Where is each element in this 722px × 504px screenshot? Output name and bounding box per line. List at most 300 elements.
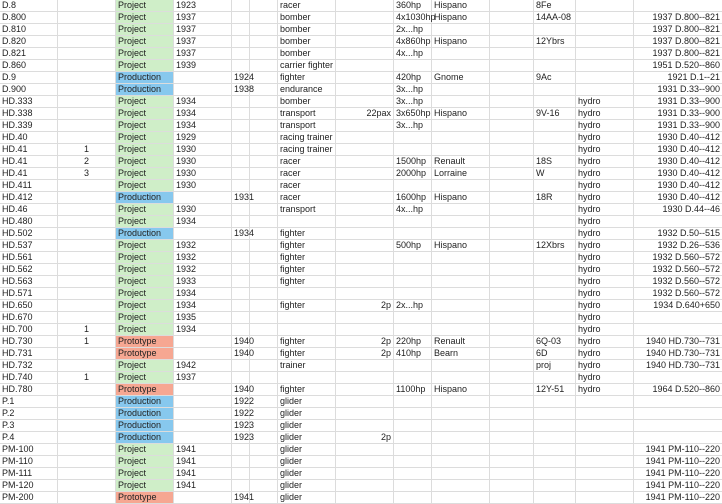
table-cell[interactable] xyxy=(232,324,250,335)
table-cell[interactable]: 1931 D.33--900 xyxy=(657,96,720,106)
table-cell[interactable]: Hispano xyxy=(432,0,490,11)
table-cell[interactable]: 1932 D.560--572 xyxy=(652,264,720,274)
table-cell[interactable]: 1934 xyxy=(234,228,255,238)
table-cell[interactable] xyxy=(534,120,576,131)
table-cell[interactable] xyxy=(394,324,432,335)
table-cell[interactable] xyxy=(432,180,490,191)
table-cell[interactable] xyxy=(576,408,634,419)
table-cell[interactable]: 1930 D.40--412 xyxy=(657,180,720,190)
table-cell[interactable]: trainer xyxy=(278,360,336,371)
status-cell[interactable]: Prototype xyxy=(116,336,174,347)
table-cell[interactable] xyxy=(534,24,576,35)
table-cell[interactable] xyxy=(174,408,232,419)
status-cell[interactable]: Production xyxy=(116,192,174,203)
table-cell[interactable] xyxy=(250,12,278,23)
status-cell[interactable]: Project xyxy=(116,12,174,23)
table-cell[interactable]: 1934 xyxy=(174,96,232,107)
table-cell[interactable]: hydro xyxy=(576,120,634,131)
table-cell[interactable] xyxy=(336,276,394,287)
table-cell[interactable] xyxy=(490,264,534,275)
table-cell[interactable] xyxy=(58,216,116,227)
table-cell[interactable]: 1937 xyxy=(174,48,232,59)
table-cell[interactable] xyxy=(534,420,576,431)
table-cell[interactable]: hydro xyxy=(576,96,634,107)
table-cell[interactable]: glider xyxy=(278,480,336,491)
table-cell[interactable]: 2p xyxy=(336,300,394,311)
table-cell[interactable]: 4x860hp xyxy=(396,36,431,46)
table-cell[interactable] xyxy=(534,432,576,443)
table-cell[interactable] xyxy=(250,348,278,359)
table-cell[interactable] xyxy=(232,288,250,299)
table-cell[interactable] xyxy=(576,36,634,47)
table-cell[interactable]: bomber xyxy=(278,12,336,23)
table-cell[interactable]: 1930 xyxy=(174,168,232,179)
table-cell[interactable]: 3x...hp xyxy=(394,84,432,95)
table-cell[interactable]: 1937 D.800--821 xyxy=(652,24,720,34)
table-cell[interactable]: 1 xyxy=(58,372,116,383)
table-cell[interactable]: 1930 D.40--412 xyxy=(657,132,720,142)
table-cell[interactable] xyxy=(394,444,432,455)
table-cell[interactable]: glider xyxy=(278,444,336,455)
table-cell[interactable] xyxy=(58,396,116,407)
table-cell[interactable] xyxy=(250,300,278,311)
table-cell[interactable] xyxy=(534,492,576,503)
table-cell[interactable]: hydro xyxy=(576,288,634,299)
table-cell[interactable] xyxy=(534,264,576,275)
table-cell[interactable]: 1930 xyxy=(174,156,232,167)
table-cell[interactable] xyxy=(432,48,490,59)
table-cell[interactable] xyxy=(490,276,534,287)
table-cell[interactable] xyxy=(534,84,576,95)
table-cell[interactable] xyxy=(336,120,394,131)
table-cell[interactable]: fighter xyxy=(278,384,336,395)
table-cell[interactable]: fighter xyxy=(278,348,336,359)
table-cell[interactable] xyxy=(490,84,534,95)
table-cell[interactable]: bomber xyxy=(278,24,336,35)
table-cell[interactable] xyxy=(394,180,432,191)
table-cell[interactable] xyxy=(490,144,534,155)
table-cell[interactable]: HD.333 xyxy=(0,96,58,107)
table-cell[interactable] xyxy=(58,480,116,491)
table-cell[interactable]: 1951 D.520--860 xyxy=(652,60,720,70)
status-cell[interactable]: Project xyxy=(116,324,174,335)
table-cell[interactable] xyxy=(250,288,278,299)
table-cell[interactable]: 2p xyxy=(336,336,394,347)
table-cell[interactable] xyxy=(432,144,490,155)
table-cell[interactable]: 4x1030hp xyxy=(396,12,436,22)
table-cell[interactable]: 2p xyxy=(336,348,394,359)
table-cell[interactable] xyxy=(336,12,394,23)
table-cell[interactable]: 1934 D.640+650 xyxy=(653,300,720,310)
status-cell[interactable]: Project xyxy=(116,240,174,251)
table-cell[interactable]: HD.41 xyxy=(0,168,58,179)
table-cell[interactable] xyxy=(576,456,634,467)
table-cell[interactable] xyxy=(394,468,432,479)
table-cell[interactable] xyxy=(58,72,116,83)
table-cell[interactable]: D.8 xyxy=(0,0,58,11)
table-cell[interactable] xyxy=(336,264,394,275)
table-cell[interactable] xyxy=(174,420,232,431)
table-cell[interactable] xyxy=(432,204,490,215)
table-cell[interactable] xyxy=(534,468,576,479)
table-cell[interactable]: 1934 xyxy=(174,216,232,227)
table-cell[interactable] xyxy=(534,372,576,383)
table-cell[interactable] xyxy=(432,432,490,443)
table-cell[interactable] xyxy=(250,132,278,143)
table-cell[interactable]: glider xyxy=(278,432,336,443)
table-cell[interactable] xyxy=(490,132,534,143)
table-cell[interactable] xyxy=(232,312,250,323)
table-cell[interactable] xyxy=(534,216,576,227)
table-cell[interactable]: HD.563 xyxy=(0,276,58,287)
table-cell[interactable]: 360hp xyxy=(394,0,432,11)
table-cell[interactable]: fighter xyxy=(278,276,336,287)
table-cell[interactable]: HD.41 xyxy=(0,156,58,167)
table-cell[interactable]: 1930 D.40--412 xyxy=(657,192,720,202)
table-cell[interactable] xyxy=(576,396,634,407)
table-cell[interactable] xyxy=(576,72,634,83)
table-cell[interactable] xyxy=(336,48,394,59)
status-cell[interactable]: Production xyxy=(116,228,174,239)
table-cell[interactable] xyxy=(534,288,576,299)
table-cell[interactable]: transport xyxy=(278,108,336,119)
status-cell[interactable]: Prototype xyxy=(116,384,174,395)
table-cell[interactable]: hydro xyxy=(576,336,634,347)
table-cell[interactable] xyxy=(58,444,116,455)
table-cell[interactable]: D.900 xyxy=(0,84,58,95)
table-cell[interactable] xyxy=(278,372,336,383)
table-cell[interactable]: HD.502 xyxy=(0,228,58,239)
status-cell[interactable]: Project xyxy=(116,252,174,263)
table-cell[interactable] xyxy=(58,0,116,11)
table-cell[interactable] xyxy=(576,480,634,491)
table-cell[interactable] xyxy=(250,24,278,35)
table-cell[interactable] xyxy=(336,468,394,479)
status-cell[interactable]: Project xyxy=(116,312,174,323)
table-cell[interactable] xyxy=(336,72,394,83)
table-cell[interactable] xyxy=(250,192,278,203)
status-cell[interactable]: Project xyxy=(116,204,174,215)
table-cell[interactable]: 1938 xyxy=(234,84,255,94)
table-cell[interactable] xyxy=(232,168,250,179)
table-cell[interactable]: 2000hp xyxy=(394,168,432,179)
table-cell[interactable]: HD.700 xyxy=(0,324,58,335)
table-cell[interactable]: 1930 D.40--412 xyxy=(657,144,720,154)
table-cell[interactable]: HD.41 xyxy=(0,144,58,155)
table-cell[interactable]: 1934 xyxy=(174,120,232,131)
table-cell[interactable]: Hispano xyxy=(432,108,490,119)
table-cell[interactable] xyxy=(490,96,534,107)
table-cell[interactable] xyxy=(232,120,250,131)
table-cell[interactable]: Lorraine xyxy=(432,168,490,179)
table-cell[interactable]: 1932 D.50--515 xyxy=(657,228,720,238)
table-cell[interactable] xyxy=(490,396,534,407)
table-cell[interactable] xyxy=(394,432,432,443)
table-cell[interactable]: 1941 xyxy=(174,444,232,455)
table-cell[interactable] xyxy=(250,120,278,131)
table-cell[interactable] xyxy=(58,420,116,431)
table-cell[interactable]: 1932 D.26--536 xyxy=(657,240,720,250)
table-cell[interactable]: 1929 xyxy=(174,132,232,143)
table-cell[interactable] xyxy=(250,204,278,215)
table-cell[interactable] xyxy=(232,480,250,491)
table-cell[interactable]: 6D xyxy=(534,348,576,359)
table-cell[interactable]: glider xyxy=(278,420,336,431)
table-cell[interactable] xyxy=(336,36,394,47)
table-cell[interactable] xyxy=(534,252,576,263)
table-cell[interactable] xyxy=(432,444,490,455)
table-cell[interactable] xyxy=(490,480,534,491)
table-cell[interactable]: 1941 PM-110--220 xyxy=(645,480,720,490)
table-cell[interactable] xyxy=(336,204,394,215)
table-cell[interactable]: PM-111 xyxy=(0,468,58,479)
status-cell[interactable]: Project xyxy=(116,180,174,191)
table-cell[interactable] xyxy=(174,384,232,395)
table-cell[interactable] xyxy=(576,0,634,11)
table-cell[interactable]: HD.670 xyxy=(0,312,58,323)
status-cell[interactable]: Prototype xyxy=(116,492,174,503)
table-cell[interactable] xyxy=(232,252,250,263)
table-cell[interactable]: glider xyxy=(278,408,336,419)
table-cell[interactable]: bomber xyxy=(278,36,336,47)
table-cell[interactable] xyxy=(490,192,534,203)
table-cell[interactable] xyxy=(432,276,490,287)
table-cell[interactable]: 3x...hp xyxy=(394,96,432,107)
table-cell[interactable] xyxy=(432,300,490,311)
table-cell[interactable]: fighter xyxy=(278,300,336,311)
table-cell[interactable] xyxy=(174,228,232,239)
table-cell[interactable] xyxy=(336,396,394,407)
table-cell[interactable]: hydro xyxy=(576,264,634,275)
table-cell[interactable]: 1932 D.560--572 xyxy=(652,288,720,298)
table-cell[interactable] xyxy=(250,336,278,347)
table-cell[interactable] xyxy=(634,216,722,227)
table-cell[interactable]: 1941 xyxy=(174,456,232,467)
table-cell[interactable] xyxy=(490,216,534,227)
table-cell[interactable] xyxy=(634,312,722,323)
table-cell[interactable]: hydro xyxy=(576,252,634,263)
table-cell[interactable] xyxy=(634,396,722,407)
table-cell[interactable] xyxy=(58,432,116,443)
table-cell[interactable]: 1935 xyxy=(174,312,232,323)
table-cell[interactable] xyxy=(58,192,116,203)
table-cell[interactable] xyxy=(232,156,250,167)
table-cell[interactable]: HD.537 xyxy=(0,240,58,251)
table-cell[interactable]: 2p xyxy=(336,432,394,443)
table-cell[interactable] xyxy=(232,12,250,23)
table-cell[interactable] xyxy=(394,312,432,323)
table-cell[interactable]: 1934 xyxy=(174,300,232,311)
table-cell[interactable] xyxy=(394,492,432,503)
table-cell[interactable]: racing trainer xyxy=(278,144,336,155)
table-cell[interactable]: HD.571 xyxy=(0,288,58,299)
table-cell[interactable]: HD.339 xyxy=(0,120,58,131)
table-cell[interactable] xyxy=(534,396,576,407)
table-cell[interactable] xyxy=(250,480,278,491)
table-cell[interactable] xyxy=(250,48,278,59)
table-cell[interactable]: hydro xyxy=(576,312,634,323)
table-cell[interactable]: 9V-16 xyxy=(534,108,576,119)
table-cell[interactable]: 1940 xyxy=(234,384,255,394)
table-cell[interactable] xyxy=(534,60,576,71)
table-cell[interactable]: hydro xyxy=(576,180,634,191)
table-cell[interactable]: 1930 xyxy=(174,180,232,191)
table-cell[interactable] xyxy=(336,60,394,71)
table-cell[interactable]: 1937 xyxy=(174,372,232,383)
table-cell[interactable]: D.810 xyxy=(0,24,58,35)
table-cell[interactable]: glider xyxy=(278,456,336,467)
table-cell[interactable]: 1 xyxy=(58,324,116,335)
table-cell[interactable]: Hispano xyxy=(432,36,490,47)
table-cell[interactable] xyxy=(174,72,232,83)
table-cell[interactable] xyxy=(58,132,116,143)
table-cell[interactable]: 1922 xyxy=(234,408,255,418)
table-cell[interactable]: proj xyxy=(534,360,576,371)
table-cell[interactable] xyxy=(534,228,576,239)
table-cell[interactable] xyxy=(432,456,490,467)
table-cell[interactable]: hydro xyxy=(576,360,634,371)
table-cell[interactable] xyxy=(576,468,634,479)
table-cell[interactable]: 1931 D.33--900 xyxy=(657,84,720,94)
table-cell[interactable] xyxy=(490,204,534,215)
table-cell[interactable] xyxy=(58,288,116,299)
table-cell[interactable] xyxy=(232,108,250,119)
table-cell[interactable] xyxy=(58,228,116,239)
table-cell[interactable] xyxy=(394,408,432,419)
table-cell[interactable] xyxy=(58,252,116,263)
table-cell[interactable]: hydro xyxy=(576,300,634,311)
status-cell[interactable]: Project xyxy=(116,48,174,59)
table-cell[interactable] xyxy=(174,84,232,95)
table-cell[interactable]: 1923 xyxy=(234,432,255,442)
table-cell[interactable] xyxy=(490,156,534,167)
table-cell[interactable] xyxy=(250,108,278,119)
table-cell[interactable]: fighter xyxy=(278,252,336,263)
table-cell[interactable]: 3 xyxy=(58,168,116,179)
table-cell[interactable] xyxy=(278,324,336,335)
table-cell[interactable] xyxy=(490,60,534,71)
table-cell[interactable]: 1964 D.520--860 xyxy=(652,384,720,394)
table-cell[interactable]: racing trainer xyxy=(278,132,336,143)
table-cell[interactable] xyxy=(634,324,722,335)
table-cell[interactable] xyxy=(634,372,722,383)
table-cell[interactable] xyxy=(278,216,336,227)
table-cell[interactable]: hydro xyxy=(576,324,634,335)
table-cell[interactable] xyxy=(336,408,394,419)
table-cell[interactable]: 1500hp xyxy=(394,156,432,167)
table-cell[interactable] xyxy=(634,0,722,11)
table-cell[interactable] xyxy=(336,372,394,383)
table-cell[interactable]: 1940 xyxy=(234,348,255,358)
table-cell[interactable] xyxy=(534,132,576,143)
table-cell[interactable] xyxy=(336,132,394,143)
table-cell[interactable]: 1923 xyxy=(234,420,255,430)
status-cell[interactable]: Project xyxy=(116,216,174,227)
table-cell[interactable] xyxy=(394,480,432,491)
table-cell[interactable] xyxy=(250,168,278,179)
table-cell[interactable] xyxy=(432,480,490,491)
table-cell[interactable] xyxy=(58,48,116,59)
table-cell[interactable]: 1934 xyxy=(174,288,232,299)
table-cell[interactable] xyxy=(336,384,394,395)
table-cell[interactable] xyxy=(232,24,250,35)
table-cell[interactable] xyxy=(58,384,116,395)
table-cell[interactable]: hydro xyxy=(576,132,634,143)
status-cell[interactable]: Project xyxy=(116,132,174,143)
table-cell[interactable] xyxy=(534,276,576,287)
table-cell[interactable] xyxy=(232,216,250,227)
table-cell[interactable] xyxy=(534,144,576,155)
table-cell[interactable] xyxy=(232,468,250,479)
table-cell[interactable] xyxy=(250,492,278,503)
status-cell[interactable]: Project xyxy=(116,60,174,71)
status-cell[interactable]: Project xyxy=(116,0,174,11)
table-cell[interactable] xyxy=(394,456,432,467)
table-cell[interactable] xyxy=(250,396,278,407)
table-cell[interactable] xyxy=(432,360,490,371)
table-cell[interactable] xyxy=(232,180,250,191)
table-cell[interactable] xyxy=(534,444,576,455)
table-cell[interactable] xyxy=(58,276,116,287)
table-cell[interactable]: hydro xyxy=(576,276,634,287)
table-cell[interactable]: 2x...hp xyxy=(394,300,432,311)
table-cell[interactable]: 410hp xyxy=(394,348,432,359)
status-cell[interactable]: Production xyxy=(116,396,174,407)
table-cell[interactable] xyxy=(490,228,534,239)
table-cell[interactable]: 9Ac xyxy=(534,72,576,83)
table-cell[interactable] xyxy=(490,312,534,323)
table-cell[interactable] xyxy=(232,132,250,143)
table-cell[interactable] xyxy=(250,60,278,71)
table-cell[interactable]: 3x650hp xyxy=(396,108,431,118)
table-cell[interactable] xyxy=(336,180,394,191)
table-cell[interactable] xyxy=(232,36,250,47)
table-cell[interactable]: 1941 PM-110--220 xyxy=(645,444,720,454)
table-cell[interactable]: 1940 HD.730--731 xyxy=(645,336,720,346)
table-cell[interactable] xyxy=(58,84,116,95)
table-cell[interactable] xyxy=(58,492,116,503)
table-cell[interactable] xyxy=(490,468,534,479)
table-cell[interactable] xyxy=(250,264,278,275)
table-cell[interactable] xyxy=(250,276,278,287)
table-cell[interactable] xyxy=(490,420,534,431)
table-cell[interactable] xyxy=(490,360,534,371)
table-cell[interactable] xyxy=(250,324,278,335)
table-cell[interactable]: hydro xyxy=(576,240,634,251)
table-cell[interactable] xyxy=(490,324,534,335)
table-cell[interactable]: glider xyxy=(278,492,336,503)
table-cell[interactable] xyxy=(490,12,534,23)
table-cell[interactable] xyxy=(336,444,394,455)
status-cell[interactable]: Project xyxy=(116,456,174,467)
table-cell[interactable]: Gnome xyxy=(432,72,490,83)
table-cell[interactable] xyxy=(394,60,432,71)
table-cell[interactable]: racer xyxy=(278,0,336,11)
table-cell[interactable] xyxy=(58,120,116,131)
table-cell[interactable]: 12Xbrs xyxy=(534,240,576,251)
table-cell[interactable] xyxy=(490,384,534,395)
table-cell[interactable] xyxy=(58,312,116,323)
table-cell[interactable] xyxy=(58,456,116,467)
table-cell[interactable] xyxy=(394,396,432,407)
table-cell[interactable] xyxy=(58,108,116,119)
table-cell[interactable]: 4x...hp xyxy=(394,204,432,215)
status-cell[interactable]: Project xyxy=(116,168,174,179)
table-cell[interactable] xyxy=(432,96,490,107)
table-cell[interactable]: HD.740 xyxy=(0,372,58,383)
table-cell[interactable]: 1932 D.560--572 xyxy=(652,276,720,286)
table-cell[interactable] xyxy=(250,420,278,431)
